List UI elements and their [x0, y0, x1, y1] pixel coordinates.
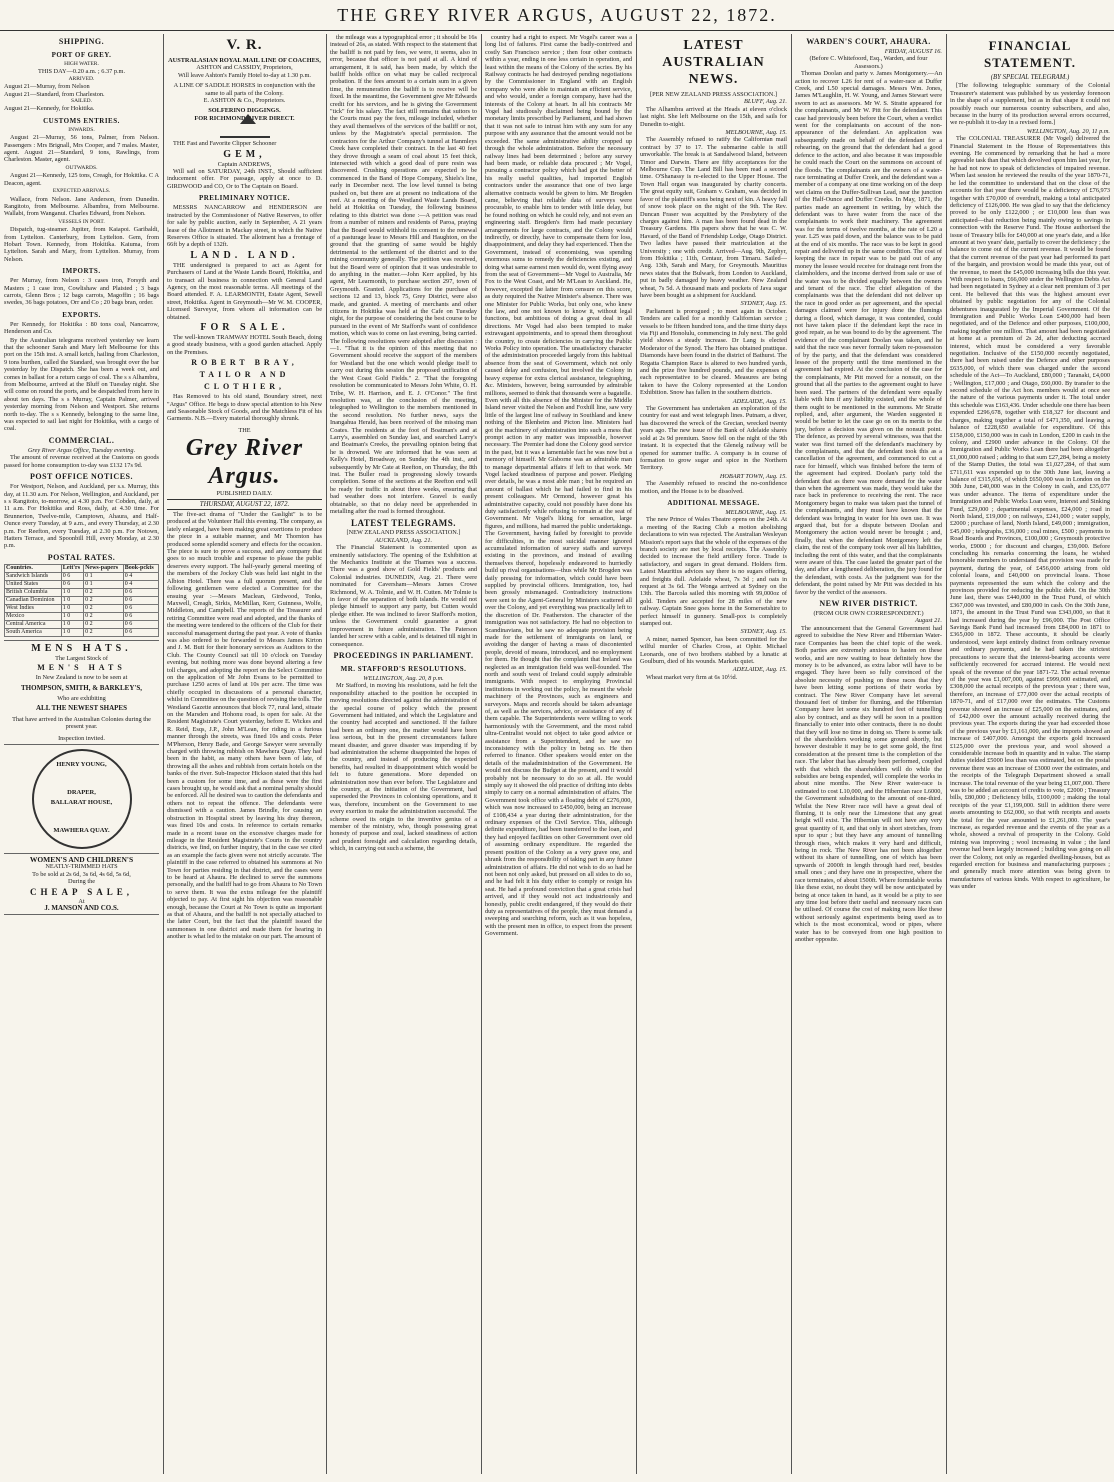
column-rule — [326, 34, 327, 1474]
inwards-heading: INWARDS. — [68, 126, 95, 133]
masthead-title: THE GREY RIVER ARGUS, AUGUST 22, 1872. — [337, 5, 777, 25]
press-association: [PER NEW ZEALAND PRESS ASSOCIATION.] — [649, 91, 778, 98]
vessels-text: Dispatch, tug-steamer. Jupiter, from Kaiapoi. Garibaldi, from Lyttelton. Canterbury, from Lyttelton. Gem, from Hobart Town. Kennedy, from Hokitika. Kaiuma, from Lyttelton. Sarah and Mary, from Lyttelton. Murray, from Nelson. — [4, 226, 159, 263]
table-cell: Mexico — [5, 612, 62, 620]
special-telegram: (BY SPECIAL TELEGRAM.) — [990, 74, 1070, 81]
ad-heading: FOR RICHMOND RIVER DIRECT. — [194, 114, 295, 122]
mens-hats-ad — [4, 640, 159, 745]
ad-heading: SOLFERINO DIGGINGS. — [208, 107, 281, 115]
dateline: ADELAIDE, Aug. 15. — [732, 397, 787, 405]
ad-line: THOMPSON, SMITH, & BARKLEY'S, — [21, 683, 142, 692]
australian-news-heading: LATEST AUSTRALIAN NEWS. — [662, 38, 765, 87]
table-cell: British Columbia — [5, 588, 62, 596]
ad-line: That have arrived in the Australian Colonies during the present year. — [12, 715, 151, 731]
postal-rates-table — [4, 564, 159, 637]
table-header: Countries. — [5, 564, 62, 572]
table-row — [5, 628, 159, 636]
ad-line: ALL THE NEWEST SHAPES — [36, 704, 127, 713]
additional-heading: ADDITIONAL MESSAGE. — [667, 498, 760, 507]
expected-text: Wallace, from Nelson. Jane Anderson, from Dunedin. Rangitoto, from Melbourne. Albambra, from Melbourne. Wallabi, from Wanganui. Charles Edward, from Nelson. — [4, 195, 159, 218]
column-australian-news — [640, 34, 787, 1474]
financial-statement-heading: FINANCIAL STATEMENT. — [984, 38, 1076, 70]
commercial-heading: COMMERCIAL. — [48, 435, 115, 445]
dateline: MELBOURNE, Aug. 15. — [725, 508, 787, 516]
exports-heading: EXPORTS. — [62, 310, 101, 319]
customs-heading: CUSTOMS ENTRIES. — [43, 116, 120, 125]
table-row — [5, 588, 159, 596]
arrived-item: August 21—Standard, from Charleston. — [4, 90, 105, 98]
column-rule — [946, 34, 947, 1474]
table-row — [5, 604, 159, 612]
news-text: The Assembly refused to rescind the no-confidence motion, and the House is to be dissolved. — [640, 480, 787, 495]
arrived-heading: ARRIVED. — [68, 75, 95, 82]
mail-line-heading: AUSTRALASIAN ROYAL MAIL LINE OF COACHES, — [168, 57, 321, 64]
table-header: News-papers — [84, 564, 124, 572]
ship-icon — [220, 124, 270, 138]
table-cell: West Indies — [5, 604, 62, 612]
dateline: WELLINGTON, Aug. 20, 11 p.m. — [1026, 127, 1110, 135]
table-cell: Canadian Dominion — [5, 596, 62, 604]
news-text: A miner, named Spencer, has been committed for the wilful murder of Charles Cross, at Ophir. Michael Leonards, one of two brothers stabbed by a lunatic at Goulburn, died of his wounds. Markets quiet. — [640, 635, 787, 666]
table-row — [5, 580, 159, 588]
dateline: MELBOURNE, Aug. 15. — [725, 129, 787, 137]
table-cell: 1 0 — [61, 620, 83, 628]
sailed-heading: SAILED. — [71, 98, 92, 105]
news-text: The Government has undertaken an exploration of the country for east and west telegraph lines. Putnam, a diver, has discovered the wreck of the Grecian, wrecked twenty years ago. The new issue of the Bank of Adelaide shares sold at 2s 9d premium. Snow fell on the night of the 9th instant. It is expected that the Glenelg railway will be opened for summer traffic. A company is in course of formation to grow sugar and spice in the Northern Territory. — [640, 405, 787, 472]
seal-text: HENRY YOUNG, — [56, 761, 107, 768]
table-cell: 0 6 — [123, 596, 158, 604]
exports-text: Per Kennedy, for Hokitika : 80 tons coal, Nancarrow, Henderson and Co. — [4, 320, 159, 336]
dateline: BLUFF, Aug. 21. — [744, 98, 787, 106]
ad-line: MEN'S HATS — [37, 663, 126, 673]
high-water-times: THIS DAY—0.20 a.m. ; 6.37 p.m. — [37, 68, 126, 76]
column-ads-editorial — [167, 34, 322, 1474]
ad-line: Who are exhibiting — [57, 694, 106, 702]
port-heading: PORT OF GREY. — [51, 51, 112, 59]
table-cell: 0 2 — [84, 596, 124, 604]
table-cell: 1 0 — [61, 596, 83, 604]
published-daily: PUBLISHED DAILY. — [216, 490, 273, 498]
column-rule — [636, 34, 637, 1474]
prelim-text: MESSRS NANCARROW and HENDERSON are instructed by the Commissioner of Native Reserves, to offer for sale by public auction, early in September, A 21 years lease of the Allotment in Mackay street, in which the Native Reserves Office is situated. The allotment has a frontage of 66ft by a depth of 132ft. — [167, 204, 322, 249]
table-cell: 1 0 — [61, 628, 83, 636]
bray-text: Has Removed to his old stand, Boundary street, next "Argus" Office. He begs to draw special attention to his New and Seasonable Stock of Goods, and the Matchless Fit of his Garments. N.B.—Every material thoroughly shrunk. — [167, 393, 322, 423]
new-river-text: The announcement that the General Government had agreed to subsidise the New River and Hibernian Water-race Companies has been the chief topic of the week. Both parties are extremely anxious to hasten on these works, and are now waiting to hear definitely how the money is to be advanced, as extra labor will have to be engaged. They have been so fully convinced of the absolute necessity of pushing on these races that they have been letting some portions of their works by contract. The New River Company have let several thousand feet of timber for fluming, and the Hibernian Company have let some six hundred feet of tunnelling also by contract, and as they will be soon in a position financially to enter into other contracts, there is no doubt that they will lose no time in doing so. There is some talk of the shareholders working some ground shortly, but however desirable it may be to get some gold, the first consideration at the present time is the completion of the race. The labor that has already been performed, coupled with that which the shareholders will do while the subsidies are being expended, will complete the works in about nine months. The New River water-race is estimated to cost L10,000, and the Hibernian race L6000, the Government subsidising to the amount of one-third. Whilst the New River race will have a great deal of fluming, it is only near the Limestone that any great height will exist. The Hibernian will not have any very great quantity of it, and that only in short stretches, from spur to spur ; but they have any amount of tunnelling through rises, which makes it very hard and difficult, being in rock. The New River has not been altogether without its share of tunnelling, one of which has been upwards of 2000ft in length through hard reef, besides small ones ; and they have one in prospective, where the race terminates, of about 1500ft. Where formidable works like these exist, no doubt they will be now anticipated by being at once taken in hand, as it would be a pity to see any time lost before their useful and necessary races can be utilised. Of course the cost of making races like these without seriously against experiments being used as to which is the most economical, wood or pipes, where water has to be conveyed from one high position to another opposite. — [795, 624, 942, 943]
ad-line: Inspection invited. — [58, 734, 105, 742]
table-cell: 1 0 — [61, 612, 83, 620]
inwards-text: August 21—Murray, 56 tons, Palmer, from Nelson. Passengers : Mrs Brignall, Mrs Cooper, and 7 males. Master, agent. August 21—Standard, 9 tons, Rawlings, from Charleston. Master, agent. — [4, 134, 159, 164]
news-text: Parliament is prorogued ; to meet again in October. Tenders are called for a monthly Californian service ; vessels to be fifteen hundred tons, and the time thirty days via Fiji and Honolulu, commencing in July next. The gold yield shows a steady increase. Dr Lang is elected Moderator of the Synod. The Hero has obtained prattique. Diamonds have been found in the district of Bathurst. The Regatta Champion Race is altered to two hundred yards, and the prize five hundred pounds, and the expenses of each representative to be cleared. Measures are being taken to have the Colony represented at the London Exhibition. Snow has fallen in the southern districts. — [640, 307, 787, 397]
table-cell: 1 0 — [61, 588, 83, 596]
mens-hats-heading: MENS HATS. — [31, 642, 132, 654]
commercial-sub: Grey River Argus Office, Tuesday evening. — [27, 446, 136, 454]
ad-line: J. MANSON AND CO.S. — [44, 904, 119, 913]
table-cell: 0 2 — [84, 588, 124, 596]
table-cell: 0 4 — [123, 572, 158, 580]
table-cell: 0 2 — [84, 604, 124, 612]
column-shipping — [4, 34, 159, 1474]
table-cell: 0 4 — [123, 580, 158, 588]
dateline: SYDNEY, Aug. 15. — [740, 300, 787, 308]
table-cell: Central America — [5, 620, 62, 628]
bray-heading: ROBERT BRAY, TAILOR AND CLOTHIER, — [191, 358, 298, 392]
correspondent-line: (FROM OUR OWN CORRESPONDENT.) — [813, 610, 924, 618]
table-cell: Sandwich Islands — [5, 572, 62, 580]
dateline: SYDNEY, Aug. 15. — [740, 628, 787, 636]
parliament-continued: country had a right to expect. Mr Vogel's career was a long list of failures. First came the badly-contrived and costly San Francisco service ; then four other contracts within a year, ending in one less certain in operation, and least within the means of the Colony of the scries. By his Railway contracts he had destroyed pending negotiations by the Commissioner in England with an English company who were able to maintain an efficient service, and who would, under a foreign company, have had the interests of the Colony at heart. In all his contracts Mr Vogel had studiously disclaimed being bound by the monetary limits prescribed by Parliament, and had shown that it was not safe to intrust him with any sum for any purpose with any assurance that the amount would not be exceeded. The same administrative ability cropped up through the whole administration. Before the necessary railway lines had been determined ; before any survey had been made, or reliable data procured ; Mr Vogel, pursuing a contractor policy which had got the better of his really useful qualities, had imported English contractors under the assurance that one of two large alternative contracts would be given to him. Mr Brogden came, believing that reliable data of surveys were procurable, to enable him to tender with little delay, but he found nothing on which he could rely, and not even an engineering staff. Brogden's firm had made pecuniary arrangements for large contracts, and the Colony would indirectly, or directly, have to compensate them for loss, disappointment, and delay they had experienced. Then the Government, instead of economising, was spending enormous sums to remedy the deficiencies existing, and doing what same earnest men would do, went flying away from the seat of Government—Mr Vogel to Australia, Mr Fox to the West Coast, and Mr M'Lean to Auckland. He, however, excepted the latter from censure on this score, as duty required the Native Minister's absence. There was one Minister for Public Works, but only one, who knew the law, and one not known to know it, without legal functions, but ambitious of doing a great deal in all directions. Mr Vogel had also been tempted to make extravagant appointments, and to spread them throughout the country, to create deficiencies in carrying the Public Works Policy into operation. The unsatisfactory character of the administration proceeded largely from this habitual absence from the seat of Government, which not only caused delay and confusion, but involved the Colony in heavy expense for extra clerical assistance, telegraphing, &c. Ministers, however, being surrounded by admirable millions, seemed to think that thousands were a bagatelle. Even with all this absence of the Minister for the Middle Island never visited the Nelson and Foxhill line, saw very little of the largest line of railway in Southland and knew nothing of the Blenheim and Picton line. Ministers had got the machinery of administration into such a mess that prompt action in any matter was impossible, however necessary. The Premier had done the Colony good service in the past, but it was a lamentable fact he was now but a memory of himself. Mr Gisborne was an admirable man to manage departmental affairs if left to that work. Mr Vogel lacked steadiness of purpose and power. Pledging over details, he was a most able man ; but he required an amount of ballast which he had failed to find in his present colleagues. Mr Ormond, however great his administrative capacity, could not possibly have done his duty satisfactorily while refusing to remain at the seat of Government. Mr Vogel's liking for sensation, large figures, and millions, had marred the public undertakings. The Government, having failed by foresight to provide for difficulties, in the most suicidal manner ignored accumulated information of survey staffs and surveys existing in the provinces, and instead of availing themselves thereof, hopelessly endeavored to hurriedly build up rival organisations—thus while Mr Brogden was daily pressing for information, which could have been supplied by provincial officers. Immigration, too, had been grossly mismanaged. Contradictory instructions were sent to the Agent-General by Ministers scattered all over the Colony, and yet everything was practically left to the discretion of Dr. Featherston. The character of the immigration was not satisfactory. He had no objection to Scandinavians, but he saw no adequate provision being made for the settlement of immigrants on land, or avoiding the danger of having a mass of discontented people, devoid of means, introduced, and no employment for them. He thought that the complaint that Ireland was neglected as an immigration field was well-founded. The north and south west of Ireland could supply admirable immigrants. With respect to employing Provincial institutions in working out the policy, he meant the whole machinery of the Provinces, such as engineers and surveyors. Maps and records should be taken advantage of, as well as the services, advice, or assistance of any of them capable. The Superintendents were willing to work harmoniously with the Government, and the most rabid ultra-Centralist would not object to take good advice or assistance from a Superintendent, and he saw no inconsistency with the policy in being so. He then referred to finance. Other speakers would enter on the details of the maladministration of the Government. He would not discuss the Budget at the present, and it would probably not be necessary to do so at all. He would simply say it showed the old practice of drifting into debts simply to carry on a normal administration of affairs. The Government took office with a floating debt of £276,000, which was now increased to £450,000, being an increase of £108,434 a year during their administration, for the ordinary expenses of the Civil Service. This, although definite expenditure, had been transferred to the loan, and they had enjoyed facilities on other Government over old of assuming ordinary expenditure. He regarded the present position of the Colony as a very grave one, and shrank from the responsibility of taking part in any future administration of affairs. He did not wish to do so had he not been not only asked, but pressed on all sides to do so, and he had felt it his duty either to comply or resign his seat. He had a profound conviction that a great crisis had arrived, and if they would not act industriously and honestly, public credit endangered, if they would do their duty as representatives of the people, they must demand a sweeping and searching reform, such as it was hopeless, with the present men in office, to expect from the present Government. — [485, 34, 632, 938]
table-cell: 0 2 — [84, 612, 124, 620]
column-parliament — [485, 34, 632, 1474]
telegrams-heading: LATEST TELEGRAMS. — [350, 518, 457, 529]
seal-text: DRAPER, — [67, 789, 96, 796]
ad-line: ASHTON and CASSIDY, Proprietors, — [196, 64, 293, 72]
dateline: August 21. — [915, 617, 942, 625]
argus-masthead: Grey River Argus. — [185, 435, 304, 490]
telegrams-sub: [NEW ZEALAND PRESS ASSOCIATION.] — [346, 529, 461, 537]
ad-line: At — [78, 897, 85, 905]
court-text: Thomas Doolan and party v. James Montgomery.—An action to recover L26 for rent of a water-race at Duffer Creek, and L50 special damages. Messrs Wm. Jones, James M'Laughlin, H. W. Young, and James Stewart were sworn to act as assessors. Mr W. S. Stratte appeared for the complainants, and Mr W. Pitt for the defendant. This case had previously been before the Court, when a verdict went for the complainants on account of the non-appearance of the defendant. An application was subsequently made on behalf of the defendant for a rehearing, on the ground that the defendant had a good defence to the action, and also because it was impossible he could reach the Court on the summons on account of the floods. The complainants are the owners of a water-race terminating at Duffer Creek, and the defendant was a member of a company at one time working on of the deep wet claims on the Duffer-Sullivan Lead, near the junction of the Half-Ounce and Duffer Creeks. In May, 1871, the parties made an agreement in writing, by which the defendant was to have water from the race of the complainants to work their machinery. The agreement was for the terms of twelve months, at the rate of L20 a year. L25 was paid down, and the balance was to be paid at the end of six months. The race was to be kept in good repair and delivered up in the same condition. The cost of keeping the race in repair was to be paid out of any money the lessee would receive for drainage rent from the claimholders, and the income derived from sale or use of the water was to be divided equally between the owners and tenant of the race. The chief allegation of the complainants was that the defendant did not deliver up the race in good order as per agreement, and the special damages claimed were for injury done the flumings during a flood, which damage, it was contended, could not have taken place if the defendant kept the race in good repair, as he was bound to do by the agreement. The evidence of the complainant Doolan was taken, and he said that the race was never formally taken re-possession of by the party, and that the defendant was considered lessee of the property until the time mentioned in the agreement had expired. At the conclusion of the case for the complainants, Mr Pitt moved for a nonsuit, on the ground that all the parties to the agreement ought to have been sued. The partners of the defendant were equally liable with him if any liability existed, and the whole of them ought to be mentioned in the summons. Mr Stratte replied, and, after argument, the Warden suggested it would be better to let the case go on on its merits to the jury, before a decision was given on the nonsuit point. The defence, as proved by several witnesses, was that the water was first turned off the defendant's machinery by the complainants, and that the defendant took this as a cancellation of the agreement, and commenced to cut a race for himself, which was finished before the term of the agreement had expired. Doolan's party told the defendant that as there was more demand for the water than when the agreement was made, they would take the race back in preference to receiving the rent. The race Montgomery began to make was taken past the tunnel of the complainants, and they must have known that the defendant was bringing in water for his own use. It was argued that, but for a dispute between Doolan and Montgomery the action would never be brought ; and, finally, that when the defendant Montgomery left the claim, the rest of the company took over all his liabilities, including the rent of this water, and that the complainants were aware of this. The case lasted the greater part of the day, and after a lengthened deliberation, the jury found for the defendant, with costs. As the judgment was for the defendant, the point raised by Mr Pitt was decided in his favor by the verdict of the assessors. — [795, 70, 942, 596]
table-cell: 0 6 — [123, 628, 158, 636]
vessels-heading: VESSELS IN PORT. — [58, 218, 105, 225]
imports-text: Per Murray, from Nelson : 3 cases iron, Forsyth and Masters ; 1 case iron, Cowlishaw and Plaisted ; 3 bags carrots, Glenn Bros ; 12 bags carrots, Magoffin ; 16 bags swedes, 36 bags potatoes, Orr and Co ; 20 bags bran, order. — [4, 277, 159, 307]
ad-line: WOMEN'S AND CHILDREN'S — [29, 855, 134, 864]
column-financial-statement — [950, 34, 1110, 1474]
column-wardens-court — [795, 34, 942, 1474]
dateline: AUCKLAND, Aug. 21. — [374, 536, 433, 544]
news-text: The new Prince of Wales Theatre opens on the 24th. At a meeting of the Racing Club a motion abolishing declarations to win was rejected. The Australian Wesleyan Mission's report says that the whole of the expenses of the branch society are met by local receipts. The Assembly decided to increase the field artillery force. Trade is satisfactory, and sugars in great demand. Holders firm. Latest Mauritius advices say there is no sugars offering, and freights dull. Adelaide wheat, 7s 3d ; and oats in request at 3s 6d. The Wonga arrived at Sydney on the 13th. The Barcola sailed this morning with 99,000oz of gold. Tenders are accepted for 28 miles of the new railway. Captain Snee goes home in the Somersetshire to perfect himself in gunnery. Small-pox is completely stamped out. — [640, 516, 787, 628]
masthead — [0, 0, 1114, 31]
table-header-row — [5, 564, 159, 572]
ad-line: To be sold at 2s 6d, 3s 6d, 4s 6d, 5s 6d, — [32, 870, 131, 878]
post-heading: POST OFFICE NOTICES. — [30, 472, 133, 482]
ad-line: GEM, — [223, 148, 266, 160]
table-row — [5, 620, 159, 628]
table-cell: 0 2 — [84, 628, 124, 636]
table-cell: 0 6 — [123, 612, 158, 620]
vr-royal-cipher: V. R. — [226, 37, 263, 53]
draper-seal — [32, 749, 132, 849]
parliament-text: Mr Stafford, in moving his resolutions, said he felt the responsibility attached to the position he occupied in moving resolutions directed against the administration of the special course of policy which the present Government had initiated, and which the Legislature and the country had accepted and sanctioned. If the failure had been an ordinary one, the matter would have been less serious, but in the present circumstances failure meant disaster, and grave disaster was impending if by bad administration the scheme disappointed the hopes of the country, and instead of producing the expected benefits, had resulted in disappointment which would be felt to future generations. More depended on administration now than ever before. The Legislature and the country, at the initiation of the Government, had superseded the Provinces in colonising operations, and it was, therefore, incumbent on the Government to use every exertion to make the administration successful. The scheme owed its origin to the inventive genius of a member of the ministry, who, though possessing great honesty of purpose and zeal, lacked steadiness of action and prudent foresight and calculation regarding details, which, in carrying out such a scheme, the — [330, 682, 477, 853]
table-cell: 0 6 — [123, 620, 158, 628]
news-text: The Alhambra arrived at the Heads at eleven o'clock last night. She left Melbourne on the 15th, and sails for Dunedin to-night. — [640, 105, 787, 128]
column-rule — [163, 34, 164, 1474]
table-header: Lett'rs — [61, 564, 83, 572]
news-text: The Assembly refused to ratify the Californian mail contract by 37 to 17. The submarine cable is still unworkable. The break is at Sandalwood Island, between Timor and Darwin. There are fifty acceptances for the Melbourne Cup. The Land Bill has been read a second time. O'Shanassy is re-elected to the Upper House. The Town Hall organ was inaugurated by charity concerts. The great equity suit, Graham v. Graham, was decided in favor of the plaintiff's sons being next of kin. A heavy fall of snow took place on the night of the 9th. The Rev. Duncan Fraser was acquitted by the Presbytery of the charges against him. A man has been found dead in the Treasury Gardens. His papers show that he was C. W. Havard, of the Band of Friendship Lodge, Otago District. Two ladies have passed their matriculation at the University ; one with credit. Arrived—Aug. 9th, Zephyr, from Hokitika ; 11th, Centaur, from Timaru. Sailed—Aug. 13th, Sarah and Mary, for Greymouth. Mauritius news states that the Bulwark, from London to Auckland, put in badly damaged by heavy weather. New Zealand wheat, 7s 5d. A thousand mats and pockets of Java sugar have been bought as a shipment for Auckland. — [640, 136, 787, 299]
ad-line: During the — [67, 878, 96, 886]
dateline: HOBART TOWN, Aug. 15. — [719, 472, 787, 480]
shipping-news: By the Australian telegrams received yesterday we learn that the schooner Sarah and Mary left Melbourne for this port on the 15th inst. A small ketch, hailing from Charleston, 9 tons burthen, called the Standard, was brought over the bar yesterday by the Dispatch. She has been a week out, and comes in ballast for a return cargo of coal. The s s Alhambra, from Melbourne, arrived at the Bluff on Tuesday night. She will come on round the ports, and be despatched from here in about ten days. The s s Murray, Captain Palmer, arrived yesterday morning from Nelson and Westport. She returns north to-day. The s s Kennedy, belonging to the same line, was expected to sail last night for Hokitika, with a cargo of coal. — [4, 336, 159, 433]
ad-line: E. ASHTON & Co., Proprietors. — [203, 97, 286, 105]
high-water-label: HIGH WATER. — [64, 61, 99, 67]
outwards-heading: OUTWARDS. — [65, 164, 98, 171]
land-heading: LAND. LAND. — [190, 249, 299, 261]
ad-line: The Largest Stock of — [55, 654, 108, 662]
expected-heading: EXPECTED ARRIVALS. — [52, 188, 111, 195]
news-text: Wheat market very firm at 6s 10½d. — [646, 673, 738, 681]
table-row — [5, 612, 159, 620]
commercial-text: The amount of revenue received at the Customs on goods passed for home consumption to-day was £132 17s 9d. — [4, 454, 159, 469]
masthead-the: THE — [238, 426, 251, 434]
column-local-news — [330, 34, 477, 1474]
outwards-text: August 21—Kennedy, 125 tons, Creagh, for Hokitika. C A Deacon, agent. — [4, 172, 159, 187]
table-row — [5, 572, 159, 580]
intro-text: [The following telegraphic summary of the Colonial Treasurer's statement was published by us yesterday forenoon in the shape of a supplement, but as in that shape it could not possibly reach our numerous country subscribers, and also, because in the hurry of its production several errors occurred, we re-publish it to-day in a revised form.] — [950, 82, 1110, 127]
forsale-heading: FOR SALE. — [200, 321, 289, 333]
table-cell: 0 1 — [84, 580, 124, 588]
table-row — [5, 596, 159, 604]
table-cell: 0 2 — [84, 620, 124, 628]
ad-line: CHEAP SALE, — [29, 886, 133, 897]
table-cell: 0 6 — [123, 588, 158, 596]
prelim-heading: PRELIMINARY NOTICE. — [198, 194, 291, 203]
ad-line: In New Zealand is now to be seen at — [35, 674, 128, 682]
column-rule — [481, 34, 482, 1474]
parliament-heading: PROCEEDINGS IN PARLIAMENT. — [333, 650, 474, 660]
dateline: ADELAIDE, Aug. 15. — [732, 666, 787, 674]
ad-line: A LINE OF SADDLE HORSES in conjunction with the same to all parts of the Colony. — [173, 82, 316, 97]
ad-line: Will leave Ashton's Family Hotel to-day at 1.30 p.m. — [178, 71, 311, 79]
telegrams-text: The Financial Statement is commented upon as eminently satisfactory. The opening of the Exhibition at the Mechanics Institute at the Thames was a success. There was a good show of Gold Fields' products and Colonial industries. DUNEDIN, Aug. 21. There were nominated for Caversham—Messrs James Crowe Richmond, W. A. Tolmie, and W. H. Cutten. Mr Tolmie is in favor of the separation of both islands. He would not pledge himself to support any party, but Cutten would pledge either. He was inclined to favor Stafford's motion, unless the Government could guarantee a great improvement in future administration. The Paterson landed her screw with a cable, and is detained till night in consequence. — [330, 544, 477, 648]
sailed-item: August 21—Kennedy, for Hokitika. — [4, 105, 95, 113]
financial-text: The COLONIAL TREASURER (Mr Vogel) delivered the Financial Statement in the House of Representatives this evening. He commenced by remarking that he had a more agreeable task than that which devolved upon him last year, for he had not now to speak of deficiencies of impaired revenue. When last session he reviewed the results of the year 1870-71, he led the committee to understand that on the close of the accounts for that year there would be a deficiency of £76,973 together with £70,000 of overdraft, making a total anticipated deficiency of £126,000. He was glad to say that the deficiency proved to be only £122,000 ; or £10,000 less than was anticipated—that reduction being mainly owing to savings in connection with the Reserve Fund. The House authorised the issue of Treasury bills for £40,000 at one year's date, and a like amount at two years' date, partially to cover the deficiency ; the balance to come out of the current revenue. It would be found that the current revenue of the past year had performed its part of the bargain, and provision would be made this year, out of the revenue, to meet the £45,000 increasing bills due this year. With respect to loans, £66,000 under the Wellington Debts Act had been negotiated in Sydney at a clear nett premium of 3 per cent. He believed that this was the highest amount ever obtained by public negotiation for any of the Colonial debentures inaugurated by the Imperial Government. Of the Immigration and Public Works Loan £400,000 had been negotiated, and of the Defence and other purposes, £100,000, making together one million. That amount had been negotiated at home at a premium of 2s 2d, after deducting accrued interest, which must be considered a very favorable negotiation. Inclusive of the £150,000 recently negotiated, there had been raised under the Defence and other purposes £635,000, of which there was charged under the second schedule of the Act—To Auckland, £80,000 ; Taranaki, £4,000 ; Wellington, £17,000 ; and Otago, £60,000. By transfer to the second schedule of the Act hon. members would at once see the nature of the various payments under it. The total under this schedule was £163,436. Under schedule one there has been expended £296,678, together with £18,327 for discount and charges, making together a total of £471,350, and leaving a balance of £228,650 available for expenditure. Of this £158,000, £150,000 was in cash in London, £200 in cash in the colony, and £2900 under advance in the Colony. Of the Immigration and Public Works Loan there had been altogether £1,000,000 raised ; adding to that sum £27,284, being a moiety of the Stamp Duties, the total was £1,027,284, of that sum £711,611 was expended up to the 30th June last, leaving a balance of £315,656, of which £650,000 was in London on the 30th June, £40,000 was in the Colony in cash, and £35,077 was under advance. The items of expenditure under the Immigration and Public Works Loan were, Interest and Sinking Fund, £29,000 ; departmental expenses, £24,000 ; road in North Island, £19,000 ; on railways, £241,000 ; water supply, £2000 ; purchase of land, North Island, £49,000 ; immigration, £45,000 ; telegraphs, £36,000 ; coal mines, £500 ; payments to Road Boards and Provinces, £100,000 ; Greymouth protective works, £9000 ; for discount and charges, £39,000. Before concluding his remarks concerning the loans, he wished honorable members to understand that provision was made for payment, during the year, of £456,000 arising from old colonial loans, and £40,000 on provincial loans. Those payments represented the sum which the colony and the provinces provided for reducing the public debt. On the 30th June last, there was £440,000 in the Trust Fund, of which £367,000 was invested, and £80,000 in cash. On the 30th June, 1871, the amount in the Trust Fund was £343,000, so that it had increased during the year by £96,000. The Post Office Savings Bank Fund had increased from £84,000 in 1871 to £365,000 in 1872. These accounts, it should be clearly understood, were kept entirely distinct from ordinary revenue and ordinary payments, and he had taken the strictest precautions to secure that the interest-bearing accounts were sufficiently recovered for accrued interest. He would next speak of the revenue of the year 1871-72. The actual revenue of the year was £1,007,000, against £999,000 estimated, and £308,000 the actual receipts of the previous year ; there was, therefore, an increase of £77,000 over the actual receipts of 1870-71, and of £17,000 over the estimates. The Customs revenue showed an increase of £25,000 on the estimates, and of £42,000 over the amount actually received during the previous year. The exports during the year had exceeded those of the previous year by £1,161,000, and the imports showed an increase of £407,000. Amongst the exports gold increased £125,000 over the previous year, and wool showed a considerable increase both in quantity and in value. The stamp duties yielded £5000 less than was estimated, but on the postal revenue there was an increase of £3000 over the estimates, and the receipts of the Telegraph Department showed a small increase. The total revenue of the year being £1,007,000. There was to be added an account of credits to vote, £2000 ; Treasury bills, £80,000 ; Deficiency bills, £100,000 ; making the total receipts of the year £1,199,000. Still in addition there were assets amounting to £62,000, so that with receipts and assets the total for the year amounted to £1,261,000. The year's increase, as regarded revenue and the events of the year as a whole, showed a revival of prosperity in the Colony. Gold mining was improving ; wool increasing in value ; the land revenue had been largely increased ; building was going on all over the Colony, not only as regarded dwelling-houses, but as regarded erection for business and manufacturing purposes ; and generally much more attention was being given to manufactures of various kinds. With respect to agriculture, he was under — [950, 135, 1110, 891]
land-text: THE undersigned is prepared to act as Agent for Purchasers of Land at the Waste Lands Board, Hokitika, and to transact all business in connection with General Land Agency, on the most reasonable terms. All meetings of the Board attended. F. A. LEARMONTH, Estate Agent, Sewell street, Hokitika. Agent in Greymouth—Mr W. M. COOPER, Licensed Surveyor, from whom all information can be obtained. — [167, 261, 322, 321]
table-cell: 1 0 — [61, 604, 83, 612]
table-cell: 0 6 — [61, 572, 83, 580]
ad-line: NEATLY-TRIMMED HATS — [45, 863, 118, 871]
wardens-court-heading: WARDEN'S COURT, AHAURA. — [806, 37, 931, 46]
rates-heading: POSTAL RATES. — [47, 552, 116, 562]
arrived-item: August 21—Murray, from Nelson — [4, 83, 90, 91]
issue-date: THURSDAY, AUGUST 22, 1872. — [167, 499, 322, 510]
table-cell: 0 1 — [84, 572, 124, 580]
court-before: (Before C. Whitefoord, Esq., Warden, and four Assessors.) — [809, 55, 928, 70]
seal-text: BALLARAT HOUSE, — [50, 799, 113, 806]
table-cell: 0 6 — [61, 580, 83, 588]
womens-hats-ad — [4, 853, 159, 915]
forsale-text: The well-known TRAMWAY HOTEL South Beach, doing a good steady business, with a good garden attached. Apply on the Premises. — [167, 333, 322, 356]
ad-text: Will sail on SATURDAY, 24th INST., Should sufficient inducement offer. For passage, apply at once to D. GIRDWOOD and CO, Or to The Captain on Board. — [167, 168, 322, 190]
shipping-heading: SHIPPING. — [58, 37, 105, 46]
stafford-heading: MR. STAFFORD'S RESOLUTIONS. — [340, 664, 467, 673]
post-text: For Westport, Nelson, and Auckland, per s.s. Murray, this day, at 11.30 a.m. For Nelson, Wellington, and Auckland, per s s Rangitoto, to-morrow, at 4.30 p.m. For Cobden, daily, at 11 a.m. For Hokitika and Ross, daily, at 4.30 time. For Brunnerton, Twelve-mile, Camptown, Ahaura, and Half-Ounce every Tuesday, at 9 a.m., and every Thursday, at 2.30 p.m. For Reefton, every Tuesday, at 2.30 p.m. For Notown, Hatters Terrace, and Spoonbill Hill, every Monday, at 2.30 p.m. — [4, 483, 159, 550]
imports-heading: IMPORTS. — [62, 267, 101, 276]
ad-line: Captain ANDREWS, — [217, 160, 272, 168]
column-rule — [791, 34, 792, 1474]
table-header: Book-pckts — [123, 564, 158, 572]
table-cell: United States — [5, 580, 62, 588]
ad-line: THE Fast and Favorite Clipper Schooner — [173, 140, 277, 148]
dateline: FRIDAY, AUGUST 16. — [884, 48, 942, 55]
table-cell: 0 6 — [123, 604, 158, 612]
local-news-text: the mileage was a typographical error ; it should be 16s instead of 26s, as stated. With respect to the statement that the bailiff is not paid by fees, we were, it seems, also in error, because that officer is not paid at all. A kind of arrangement, it is said, has been made, by which the bailiff holds office on what may be called reciprocal probation. If the fees amount to a certain sum in a given time, the remuneration the bailiff is to receive will be fixed. In the meantime, the Government give Mr Edwards credit for his services, and he is giving the Government "tick" for his salary. The fact still remains that suitors to the Courts must pay the fees, mileage included, whether they avail themselves of the services of the bailiff or not, unless by the Magistrate's special permission. The contractors for the Arthur Company's tunnel at Hanmleys Creek have completed their contract. In the last 40 feet they drove through a seam of coal about 15 feet thick, intersected with which a good deal of pure resin was discovered. Crushing operations are expected to be commenced in the Band of Hope Company, Shiels's line, early in December next. The low level tunnel is being pushed on, but there are at present no indications of the reef. At a meeting of the Westland Waste Lands Board, held at Hokitika on Tuesday, the following business relating to this district was done :—A petition was read from a number of miners and residents of Paroa, praying that the Board would withhold its consent to the renewal of a pasturage lease to Messrs Hill and Haughton, on the ground that the granting of same would be highly detrimental to the settlement of the district and to the mining community generally. The petition was received, but the Board were of opinion that it was undesirable to do anything in the matter.—John Kerr applied, by his agent, Mr Learmonth, to purchase section 297, town of Greymouth. Granted. Applications for the purchase of sections 12 and 13, block 75, Grey District, were also made, and granted. A meeting of merchants and other citizens in Hokitika was held at the Cafe on Tuesday night, for the purpose of considering the best course to be pursued in the event of Mr Stafford's want of confidence motion, which was to come on last evening, being carried. The following resolutions were adopted after discussion :—1. "That it is the opinion of this meeting that no Government should receive the support of the members for Westland but the one which would pledge itself to carry out during this session the proposed unification of the West Coast Gold Fields." 2. "That the foregoing resolution be communicated to Messrs John White, O. H. Tribe, W. H. Harrison, and E. J. O'Conor." The first resolution was, at the conclusion of the meeting, telegraphed to Wellington to the members mentioned in the second resolution. No further news, says the Inangahua Herald, has been received of the missing man Coates. The residents at the foot of Boatman's and at Larry's, assembled on Sunday last, and searched Larry's and Boatman's Creeks, the prevailing opinion being that he is drowned. We are informed that he was seen at Kelly's Hotel, Broadway, on Sunday the 4th inst., and subsequently by Mr Cate at Reefton, on Thursday, the 8th inst. The Buller road is progressing slowly towards completion. Some of the sections at the Reefton end will be ready for traffic in about three weeks, ensuring that bad weather does not interfere. Gravel is easily obtainable, so that no delay need be apprehended in metalling after the road is formed throughout. — [330, 34, 477, 515]
seal-text: MAWHERA QUAY. — [53, 827, 110, 834]
dateline: WELLINGTON, Aug. 20, 8 p.m. — [363, 674, 444, 682]
editorial-text: The five-act drama of "Under the Gaslight" is to be produced at the Volunteer Hall this evening. The company, as lately enlarged, have been making great exertions to produce the piece in a suitable manner, and Mr Thornton has produced some splendid scenery and effects for the occasion. The piece is sure to prove a success, and any company that goes to so much trouble and expense to please the public deserves every support. The half-yearly general meeting of the members of the Jockey Club was held last night in the Albion Hotel. There was a full quorum present, and the following gentlemen were elected a Committee for the ensuing year :—Messrs Maclean, Girdwood, Tonks, Maxwell, Creagh, Sirkis, McMillan, Kerr, Guinness, Wolfe, Middleton, and Campbell. The reports of the Treasurer and retiring Committee were read and adopted, and the thanks of the meeting were tendered to the officers of the Club for their successful management during the past year. A vote of thanks was also ordered to be forwarded to Messrs James Kirton and J. M. Butt for their honorary services as Auditors to the Club. The County Council sat till 10 o'clock on Tuesday evening, but nothing more was done beyond altering a few toll charges, and adopting the report on the Select Committee on the application of Mr John Evans to be permitted to purchase 1250 acres of land at 10s per acre. The time was chiefly occupied in discussions of a personal character, whilst in Committee on the question of revising the tolls. The Westland Gazette announces that block 77, rural land, situate on the Marsden and Hohonu road, is open for sale. At the Resident Magistrate's Court yesterday, before E. Wickes and R. Reid, Esqs, J.P., John M'Lean, for riding in a furious manner through the streets, was fined 10s and costs. Peter M'Pherson, Henry Bade, and George Sawyer were severally charged with throwing rubbish on Mawhera Quay. They had been in the habit, as many others have been of late, of throwing all the ashes and rubbish from certain hotels on the banks of the river. Sub-Inspector Hickson stated that this had been a custom for some time, and as these were the first cases brought up, he would ask that a nominal penalty should be enforced. All he desired was to caution the defendants and others not to repeat the offence. The defendants were dismissed with a caution. James Brindle, for causing an obstruction in Hospital street by leaving his dray thereon, was fined 10s and costs. In reference to certain remarks made in a recent issue on the excessive charges made for mileage in the Resident Magistrate's Courts in the country districts, we find, on further inquiry, that in the case we cited as an example the facts given were not strictly accurate. The plaintiff in the case referred to obtained his summons at No Town for parties residing in that district, and the cases were to be heard at Ahaura. He declined to serve the summons personally, and the bailiff had to go from Ahaura to No Town to serve them. It was the extra mileage fee the plaintiff objected to pay. At first sight his objection was reasonable enough, because the Court at No Town is quite as important as that of Ahaura, and the bailiff is not specially attached to the latter Court, but the fact that the plaintiff issued the summonses in one district and made them for hearing in another is what led to the mistake on our part. The amount of — [167, 511, 322, 941]
table-cell: South America — [5, 628, 62, 636]
new-river-heading: NEW RIVER DISTRICT. — [819, 599, 918, 609]
